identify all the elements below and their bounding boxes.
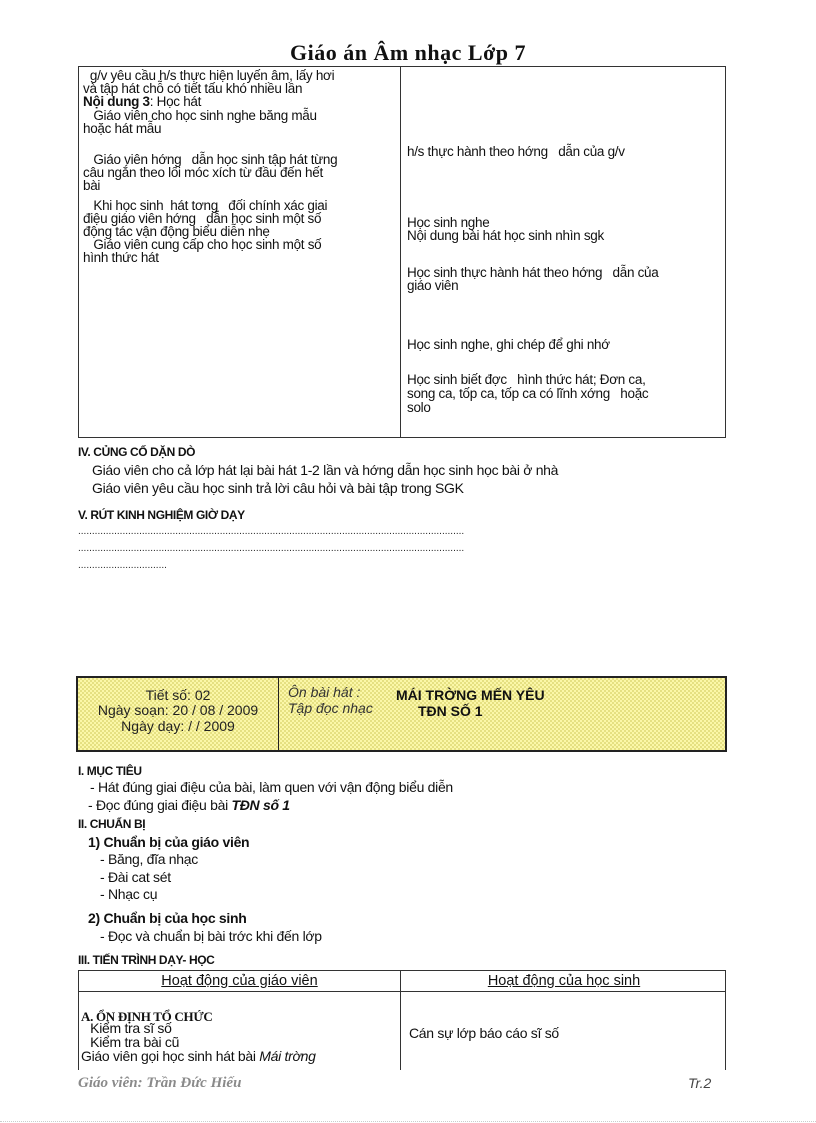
activity-table-continued	[78, 66, 726, 438]
text-line: động tác vận động biểu diễn nhẹ	[83, 224, 270, 239]
dotted-line: ...........................................................................................................................................	[78, 526, 465, 537]
lesson-info-box	[76, 676, 727, 752]
text-line: Học sinh biết đợc hình thức hát; Đơn ca,	[407, 372, 646, 387]
text-line: giáo viên	[407, 278, 459, 293]
text-line: Giáo viên hớng dẫn học sinh tập hát từng	[83, 152, 338, 167]
lesson-number: Tiết số: 02	[145, 687, 211, 703]
text-line: câu ngắn theo lối móc xích từ đầu đến hết	[83, 165, 323, 180]
content-heading-rest: : Học hát	[149, 94, 202, 109]
text-line-part: Giáo viên gọi học sinh hát bài	[81, 1048, 260, 1064]
text-line: solo	[407, 400, 431, 415]
activity-table	[78, 970, 726, 1070]
text-line: Học sinh thực hành hát theo hớng dẫn của	[407, 265, 659, 280]
content-heading: Nội dung 3	[83, 94, 150, 109]
column-divider	[400, 67, 401, 437]
text-line: Cán sự lớp báo cáo sĩ số	[409, 1025, 559, 1041]
text-line: Nội dung bài hát học sinh nhìn sgk	[407, 228, 604, 243]
text-line: - Đài cat sét	[100, 869, 171, 885]
section-heading-objectives: I. MỤC TIÊU	[78, 764, 142, 778]
dotted-line: ...........................................................................................................................................	[78, 543, 465, 554]
text-line: hình thức hát	[83, 250, 159, 265]
dotted-line: ................................	[78, 560, 167, 571]
text-line: điệu giáo viên hớng dẫn học sinh một số	[83, 211, 322, 226]
text-line: - Hát đúng giai điệu của bài, làm quen với vận động biểu diễn	[90, 779, 453, 795]
page-edge	[0, 1121, 816, 1122]
text-line: - Nhạc cụ	[100, 886, 158, 902]
text-line: Giáo viên yêu cầu học sinh trả lời câu hỏi và bài tập trong SGK	[92, 480, 464, 496]
teaching-date: Ngày dạy: / / 2009	[121, 718, 235, 734]
text-line	[81, 1049, 316, 1063]
text-line: h/s thực hành theo hớng dẫn của g/v	[407, 144, 625, 159]
review-song-label: Ôn bài hát :	[288, 684, 361, 700]
text-line	[83, 95, 201, 108]
text-line-part: - Đọc đúng giai điệu bài	[88, 797, 232, 813]
text-line: Kiểm tra sĩ số	[83, 1020, 172, 1036]
sub-heading-teacher: 1) Chuẩn bị của giáo viên	[88, 834, 250, 850]
text-line	[88, 797, 290, 813]
teacher-name: Giáo viên: Trần Đức Hiếu	[78, 1075, 242, 1091]
song-reference: Mái trờng	[259, 1048, 316, 1064]
section-heading-consolidation: IV. CỦNG CỐ DẶN DÒ	[78, 445, 196, 459]
text-line: Giáo viên cung cấp cho học sinh một số	[83, 237, 322, 252]
student-column-header: Hoạt động của học sinh	[487, 973, 641, 989]
page-number: Tr.2	[688, 1075, 712, 1091]
text-line: Giáo viên cho học sinh nghe băng mẫu	[83, 108, 317, 123]
sight-reading-title: TĐN SỐ 1	[418, 703, 483, 719]
text-line: bài	[83, 178, 101, 193]
text-line: Học sinh nghe, ghi chép để ghi nhớ	[407, 337, 610, 352]
text-line: Khi học sinh hát tơng đối chính xác giai	[83, 198, 328, 213]
step-a-heading: A. ỔN ĐỊNH TỔ CHỨC	[81, 1009, 213, 1024]
teacher-column-header: Hoạt động của giáo viên	[161, 973, 318, 989]
song-reference: TĐN số 1	[231, 797, 290, 813]
text-line: - Đọc và chuẩn bị bài trớc khi đến lớp	[100, 928, 322, 944]
text-line: - Băng, đĩa nhạc	[100, 851, 198, 867]
section-heading-preparation: II. CHUẨN BỊ	[78, 817, 146, 831]
text-line: song ca, tốp ca, tốp ca có lĩnh xớng hoặc	[407, 386, 649, 401]
text-line: Giáo viên cho cả lớp hát lại bài hát 1-2 lần và hớng dẫn học sinh học bài ở nhà	[92, 462, 559, 478]
section-heading-experience: V. RÚT KINH NGHIỆM GIỜ DẠY	[78, 508, 245, 522]
page-title: Giáo án Âm nhạc Lớp 7	[290, 40, 526, 65]
sub-heading-student: 2) Chuẩn bị của học sinh	[88, 910, 247, 926]
box-divider	[278, 678, 279, 750]
review-song-title: MÁI TRỜNG MẾN YÊU	[396, 687, 545, 703]
text-line: Học sinh nghe	[407, 215, 490, 230]
text-line: và tập hát chỗ có tiết tấu khó nhiều lần	[83, 81, 303, 96]
sight-reading-label: Tập đọc nhạc	[288, 700, 373, 716]
text-line: hoặc hát mẫu	[83, 121, 162, 136]
text-line: g/v yêu cầu h/s thực hiện luyến âm, lấy hơi	[83, 68, 335, 83]
section-heading-procedure: III. TIẾN TRÌNH DẠY- HỌC	[78, 953, 215, 967]
prepared-date: Ngày soạn: 20 / 08 / 2009	[97, 702, 259, 718]
header-rule	[79, 991, 725, 992]
text-line: Kiểm tra bài cũ	[83, 1034, 180, 1050]
